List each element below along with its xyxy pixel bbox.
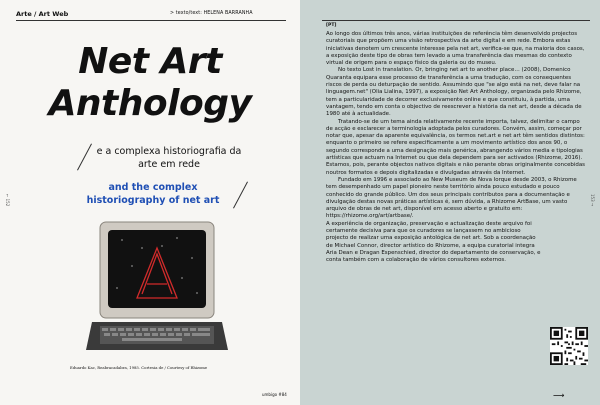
byline: > texto/text: HELENA BARRANHA [170,11,253,16]
article-paragraph: Fundado em 1996 e associado ao New Museum de Nova Iorque desde 2003, o Rhizome tem desempenhado um papel pioneiro neste território ainda pouco estudado e pouco conhecido do grande público. Um dos seus principais contributos para a documentação e divulgação destas novas práticas artísticas é, sem dúvida, a Rhizome ArtBase, um vasto arquivo de obras de net art, disponível em acesso aberto e gratuito em: https://rhizome.org/art/artbase/. [326,176,577,220]
article-paragraph: Ao longo dos últimos três anos, várias instituições de referência têm desenvolvido projectos curatoriais que propõem uma visão retrospectiva da arte digital e em rede. Embora estas iniciativas denotem um crescente interesse pela net art, verifica-se que, na maioria dos casos, a exposição deste tipo de obras tem levado a uma transferência das mesmas do contexto virtual de origem para o espaço físico da galeria ou do museu. [326,31,585,67]
subtitle-en: and the complex historiography of net art [86,182,220,206]
article-body [326,31,588,265]
top-rule [16,20,286,21]
next-page-arrow-icon[interactable]: ⟶ [553,391,565,400]
article-paragraph: No texto Lost in translation. Or, bringing net art to another place… (2008), Domenico Quaranta equipara esse processo de transferência a uma tradução, com os consequentes riscos de perda ou deturpação de sentido. Assumindo que "se algo está na net, deve falar na linguagem.net" (Olia Lialina, 1997), a exposição Net Art Anthology, organizada pelo Rhizome, tem a particularidade de decorrer exclusivamente online e que constituiu, à partida, uma vantagem, tendo em conta o objectivo de reescrever a história da net art, desde a década de 1980 até à actualidade. [326,67,582,118]
article-paragraph: A experiência de organização, preservação e actualização deste arquivo foi certamente decisiva para que os curadores se lançassem no ambicioso projecto de realizar uma exposição antológica de net art. Sob a coordenação de Michael Connor, director artístico do Rhizome, a equipa curatorial integra Aria Dean e Dragan Espenschied, director do departamento de conservação, e conta também com a colaboração de vários consultores externos. [326,220,541,264]
section-label: Arte / Art Web [16,10,69,18]
right-top-rule [322,20,590,21]
title-line-2: Anthology [48,83,252,124]
article-paragraph: Tratando-se de um tema ainda relativamente recente importa, talvez, delimitar o campo de acção e esclarecer a terminologia adoptada pelos curadores. Convém, assim, começar por notar que, apesar da aparente equivalência, os termos net.art e net art têm sentidos distintos: enquanto o primeiro se refere especificamente a um movimento artístico dos anos 90, o segundo corresponde a uma designação mais genérica, abrangendo vários media e tipologias artísticas que actuam na Internet ou que dela dependem para ser activados (Rhizome, 2016). Estamos, pois, perante objectos nativos digitais e não perante obras originalmente concebidas noutros formatos e depois digitalizadas e divulgadas através da Internet. [326,118,585,176]
magazine-page-number: umbigo #84 [262,392,287,397]
subtitle-pt: e a complexa historiografia da arte em rede [96,146,242,170]
qr-code[interactable] [550,327,588,365]
image-caption: Eduardo Kac, Reabracadabra, 1985. Cortesia de / Courtesy of Rhizome [70,365,208,370]
title-line-1: Net Art [78,41,222,82]
minitel-computer-image [82,218,232,358]
side-page-number-right: 153 → [590,194,595,207]
language-tag: [PT] [326,23,337,28]
side-page-number-left: ← 152 [5,194,10,207]
